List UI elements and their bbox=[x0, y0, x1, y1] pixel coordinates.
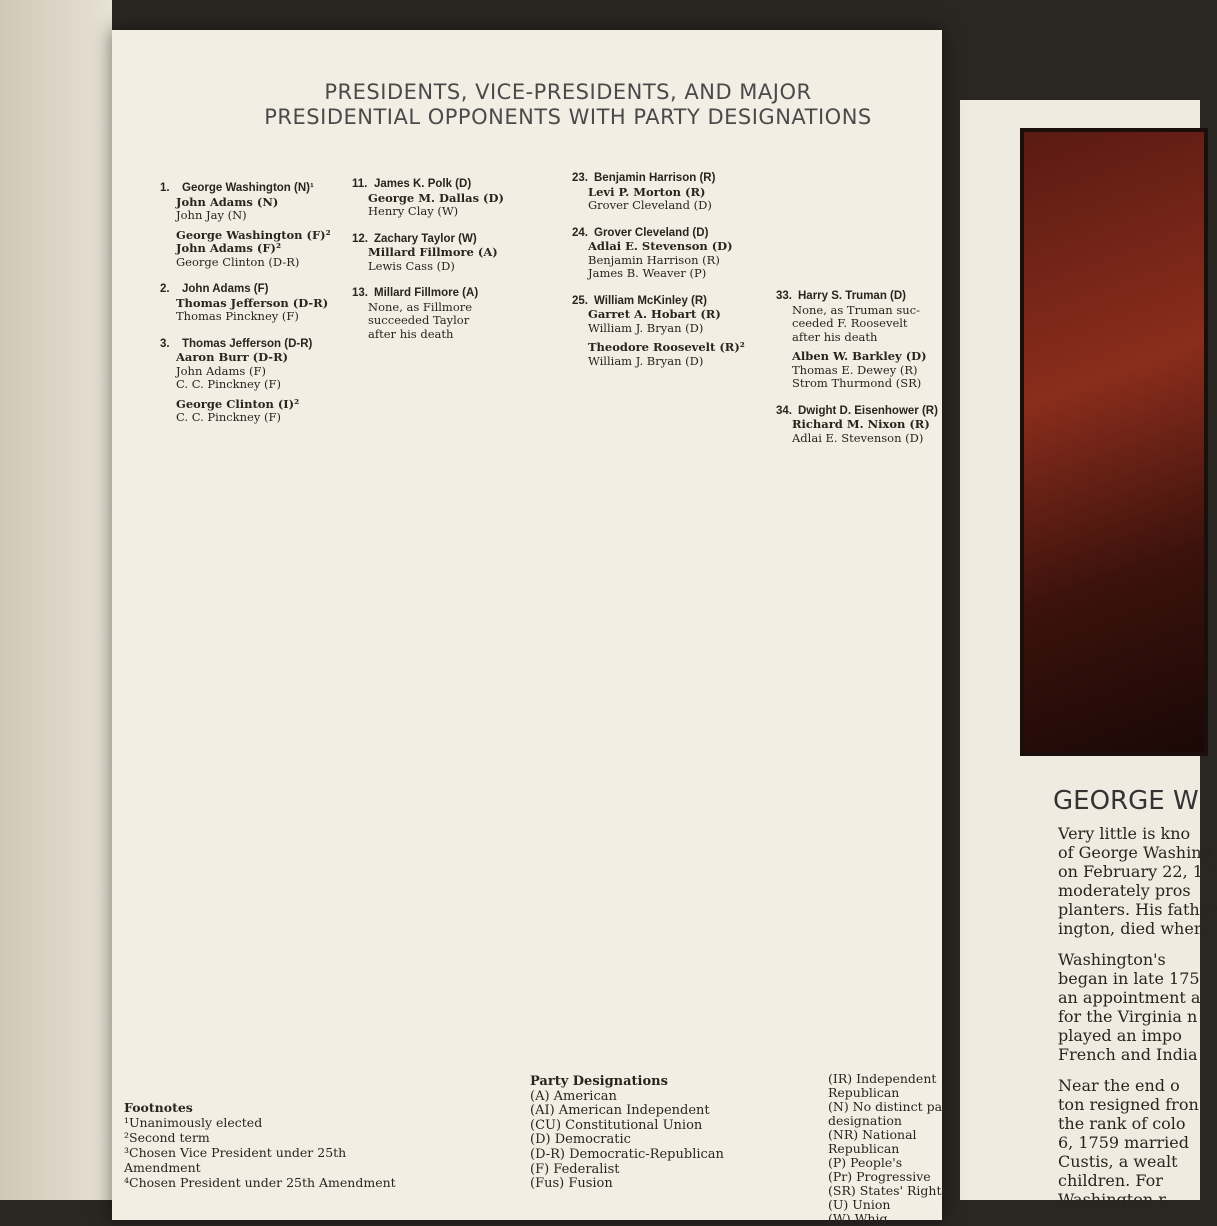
paragraph: Near the end o ton resigned fron the rank of colo 6, 1759 married Custis, a wealt children. For Washington r bbox=[1058, 1076, 1199, 1209]
president-name: 33. Harry S. Truman (D) bbox=[776, 290, 906, 302]
party-item: (W) Whig bbox=[828, 1211, 888, 1226]
party-item: (A) American bbox=[530, 1088, 617, 1104]
other-name: Thomas Pinckney (F) bbox=[176, 309, 299, 323]
other-name: ceeded F. Roosevelt bbox=[792, 316, 908, 330]
president-name: 2. John Adams (F) bbox=[160, 283, 269, 295]
portrait-painting bbox=[1020, 128, 1208, 756]
party-designations-continued bbox=[828, 1072, 988, 1226]
president-name: 24. Grover Cleveland (D) bbox=[572, 226, 709, 239]
other-name: William J. Bryan (D) bbox=[588, 320, 704, 335]
other-name: C. C. Pinckney (F) bbox=[176, 377, 281, 391]
other-name: William J. Bryan (D) bbox=[588, 353, 704, 368]
other-name: Grover Cleveland (D) bbox=[588, 198, 712, 212]
entry-number: 3. bbox=[160, 337, 170, 350]
other-name: Lewis Cass (D) bbox=[368, 258, 455, 273]
other-name: succeeded Taylor bbox=[368, 313, 470, 327]
paragraph: Washington's began in late 175 an appointment a for the Virginia n played an impo French and India bbox=[1058, 950, 1201, 1064]
presidency-entry bbox=[160, 338, 355, 425]
facing-page-text bbox=[1058, 824, 1217, 1221]
party-item: (AI) American Independent bbox=[530, 1103, 710, 1119]
other-name: John Adams (F) bbox=[176, 363, 266, 378]
presidency-entry bbox=[776, 290, 971, 391]
column-4 bbox=[776, 290, 971, 459]
president-name: 12. Zachary Taylor (W) bbox=[352, 232, 477, 245]
entry-number: 25. bbox=[572, 294, 588, 307]
footnotes-title: Footnotes bbox=[124, 1100, 193, 1115]
winner-name: Levi P. Morton (R) bbox=[588, 184, 706, 199]
other-name: None, as Truman suc- bbox=[792, 302, 920, 317]
winner-name: Millard Fillmore (A) bbox=[368, 245, 498, 259]
party-item: (F) Federalist bbox=[530, 1161, 620, 1177]
president-name: 1. George Washington (N)¹ bbox=[160, 182, 314, 194]
president-name: 34. Dwight D. Eisenhower (R) bbox=[776, 404, 938, 417]
footnote-item: ⁴Chosen President under 25th Amendment bbox=[124, 1175, 396, 1190]
party-item: (SR) States' Rights bbox=[828, 1183, 948, 1198]
presidency-entry bbox=[352, 178, 547, 219]
column-3 bbox=[572, 172, 767, 382]
presidency-entry bbox=[160, 283, 355, 324]
entry-number: 24. bbox=[572, 226, 588, 239]
entry-number: 34. bbox=[776, 404, 792, 417]
winner-name: John Adams (N) bbox=[176, 194, 279, 209]
party-item: (Pr) Progressive bbox=[828, 1169, 931, 1184]
presidency-entry bbox=[352, 287, 547, 341]
presidency-entry bbox=[572, 295, 767, 369]
other-name: George Clinton (D-R) bbox=[176, 254, 300, 269]
winner-name: Garret A. Hobart (R) bbox=[588, 307, 721, 321]
entry-number: 12. bbox=[352, 232, 368, 245]
president-name: 23. Benjamin Harrison (R) bbox=[572, 172, 716, 184]
column-2 bbox=[352, 178, 547, 355]
party-title: Party Designations bbox=[530, 1074, 668, 1089]
party-item: (D) Democratic bbox=[530, 1132, 631, 1148]
party-item: (CU) Constitutional Union bbox=[530, 1117, 703, 1133]
entry-number: 33. bbox=[776, 290, 792, 302]
winner-name: Adlai E. Stevenson (D) bbox=[588, 239, 733, 253]
other-name: after his death bbox=[792, 329, 878, 344]
party-item: (IR) Independent Republican bbox=[828, 1071, 937, 1100]
entry-number: 1. bbox=[160, 182, 170, 194]
winner-name: Thomas Jefferson (D-R) bbox=[176, 295, 329, 310]
party-item: (NR) National Republican bbox=[828, 1127, 917, 1156]
party-item: (P) People's bbox=[828, 1155, 903, 1170]
winner-name: Aaron Burr (D-R) bbox=[176, 350, 289, 364]
footnotes bbox=[124, 1100, 414, 1190]
footnote-item: ¹Unanimously elected bbox=[124, 1115, 263, 1130]
paragraph: Very little is kno of George Washing on February 22, 17 moderately pros planters. His father ington, died when bbox=[1058, 824, 1217, 938]
winner-name: George M. Dallas (D) bbox=[368, 190, 504, 205]
other-name: C. C. Pinckney (F) bbox=[176, 410, 281, 424]
president-name: 25. William McKinley (R) bbox=[572, 294, 707, 307]
winner-name: John Adams (F)² bbox=[176, 241, 281, 255]
previous-page-edge bbox=[0, 0, 112, 1200]
other-name: after his death bbox=[368, 326, 454, 341]
entry-number: 23. bbox=[572, 172, 588, 184]
party-item: (U) Union bbox=[828, 1197, 891, 1212]
page-heading: PRESIDENTS, VICE-PRESIDENTS, AND MAJOR PRESIDENTIAL OPPONENTS WITH PARTY DESIGNATIONS bbox=[264, 80, 872, 129]
other-name: Henry Clay (W) bbox=[368, 204, 459, 218]
other-name: Adlai E. Stevenson (D) bbox=[792, 430, 924, 445]
entry-number: 2. bbox=[160, 283, 170, 295]
winner-name: George Clinton (I)² bbox=[176, 396, 300, 411]
winner-name: Alben W. Barkley (D) bbox=[792, 349, 927, 363]
other-name: James B. Weaver (P) bbox=[588, 266, 707, 280]
party-designations bbox=[530, 1075, 810, 1192]
footnote-item: ³Chosen Vice President under 25th Amendment bbox=[124, 1145, 347, 1175]
other-name: Benjamin Harrison (R) bbox=[588, 252, 720, 267]
winner-name: Theodore Roosevelt (R)² bbox=[588, 340, 745, 354]
president-name: 13. Millard Fillmore (A) bbox=[352, 287, 479, 299]
other-name: Thomas E. Dewey (R) bbox=[792, 362, 918, 377]
president-name: 3. Thomas Jefferson (D-R) bbox=[160, 337, 313, 350]
other-name: None, as Fillmore bbox=[368, 299, 473, 314]
presidency-entry bbox=[160, 182, 355, 269]
other-name: John Jay (N) bbox=[176, 208, 247, 222]
entry-number: 11. bbox=[352, 178, 368, 190]
entry-number: 13. bbox=[352, 287, 368, 299]
party-item: (N) No distinct party designation bbox=[828, 1099, 961, 1128]
presidency-entry bbox=[572, 227, 767, 281]
party-item: (Fus) Fusion bbox=[530, 1176, 613, 1192]
winner-name: George Washington (F)² bbox=[176, 227, 331, 242]
presidency-entry bbox=[572, 172, 767, 213]
chapter-title: GEORGE W bbox=[1053, 786, 1199, 816]
column-1 bbox=[160, 182, 355, 439]
president-name: 11. James K. Polk (D) bbox=[352, 178, 472, 190]
other-name: Strom Thurmond (SR) bbox=[792, 376, 922, 390]
presidency-entry bbox=[776, 405, 971, 446]
party-item: (D-R) Democratic-Republican bbox=[530, 1146, 724, 1162]
footnote-item: ²Second term bbox=[124, 1130, 210, 1145]
presidency-entry bbox=[352, 233, 547, 274]
winner-name: Richard M. Nixon (R) bbox=[792, 417, 930, 431]
